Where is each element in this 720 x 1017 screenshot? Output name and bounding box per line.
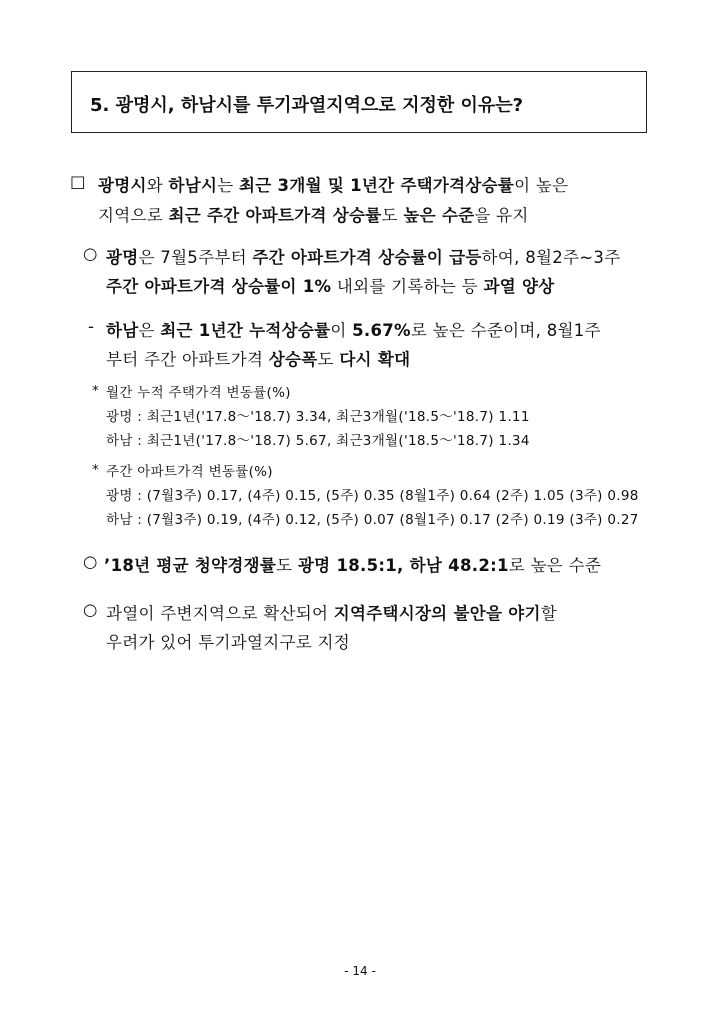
bold-text-run: 상승폭	[268, 350, 318, 369]
page-title: 5. 광명시, 하남시를 투기과열지역으로 지정한 이유는?	[90, 95, 524, 116]
bold-text-run: 광명 18.5:1, 하남 48.2:1	[297, 556, 509, 575]
text-run: 내외를 기록하는 등	[331, 277, 484, 296]
bold-text-run: 5.67%	[352, 321, 411, 340]
text-run: 하여, 8월2주~3주	[481, 248, 621, 267]
note1-gwangmyeong: 광명 : 최근1년('17.8～'18.7) 3.34, 최근3개월('18.5～'18.7) 1.11	[106, 409, 530, 425]
text-run: 지역으로	[98, 206, 169, 225]
bold-text-run: ’18년 평균 청약경쟁률	[104, 556, 277, 575]
circle-bullet-marker: ○	[83, 600, 98, 619]
bold-text-run: 최근 주간 아파트가격 상승률	[168, 206, 382, 225]
text-run: 을 유지	[474, 206, 529, 225]
bold-text-run: 광명	[106, 248, 139, 267]
note1-hanam: 하남 : 최근1년('17.8～'18.7) 5.67, 최근3개월('18.5～'18.7) 1.34	[106, 433, 530, 449]
text-run: 이	[330, 321, 353, 340]
title-box	[71, 71, 647, 133]
text-run: 도	[276, 556, 298, 575]
text-run: 도	[381, 206, 404, 225]
text-run: 우려가 있어 투기과열지구로 지정	[106, 633, 350, 652]
dash-bullet-marker: -	[88, 317, 94, 336]
overheat-line1	[106, 600, 557, 624]
gwangmyeong-line2	[106, 273, 554, 297]
text-run: 할	[540, 604, 557, 623]
bold-text-run: 하남	[106, 321, 139, 340]
text-run: 는	[217, 176, 240, 195]
overheat-line2	[106, 629, 350, 653]
bold-text-run: 하남시	[168, 176, 218, 195]
note2-heading: 주간 아파트가격 변동률(%)	[106, 464, 273, 480]
bold-text-run: 지역주택시장의 불안을 야기	[333, 604, 541, 623]
hanam-line2	[106, 346, 410, 370]
text-run: 로 높은 수준	[508, 556, 602, 575]
bold-text-run: 주간 아파트가격 상승률이 급등	[252, 248, 482, 267]
note2-gwangmyeong: 광명 : (7월3주) 0.17, (4주) 0.15, (5주) 0.35 (8월1주) 0.64 (2주) 1.05 (3주) 0.98	[106, 488, 639, 504]
star-note-marker: *	[92, 462, 99, 478]
text-run: 과열이 주변지역으로 확산되어	[106, 604, 334, 623]
text-run: 은 7월5주부터	[138, 248, 253, 267]
section1-line1	[98, 172, 568, 196]
section1-line2	[98, 202, 529, 226]
note2-hanam: 하남 : (7월3주) 0.19, (4주) 0.12, (5주) 0.07 (8월1주) 0.17 (2주) 0.19 (3주) 0.27	[106, 512, 639, 528]
bold-text-run: 최근 1년간 누적상승률	[160, 321, 331, 340]
bold-text-run: 광명시	[98, 176, 147, 195]
star-note-marker: *	[92, 383, 99, 399]
text-run: 이 높은	[514, 176, 569, 195]
bold-text-run: 주간 아파트가격 상승률이 1%	[106, 277, 332, 296]
bold-text-run: 최근 3개월 및 1년간 주택가격상승률	[239, 176, 515, 195]
bold-text-run: 높은 수준	[403, 206, 475, 225]
text-run: 로 높은 수준이며, 8월1주	[410, 321, 601, 340]
circle-bullet-marker: ○	[83, 552, 98, 571]
hanam-line1	[106, 317, 601, 341]
text-run: 와	[146, 176, 169, 195]
bold-text-run: 과열 양상	[483, 277, 555, 296]
gwangmyeong-line1	[106, 244, 620, 268]
text-run: 도	[317, 350, 340, 369]
text-run: 부터 주간 아파트가격	[106, 350, 269, 369]
note1-heading: 월간 누적 주택가격 변동률(%)	[106, 385, 291, 401]
page-number: - 14 -	[344, 964, 376, 978]
bold-text-run: 다시 확대	[339, 350, 411, 369]
square-bullet-marker: □	[70, 172, 86, 191]
competition-line	[104, 552, 601, 576]
text-run: 은	[138, 321, 161, 340]
circle-bullet-marker: ○	[83, 244, 98, 263]
